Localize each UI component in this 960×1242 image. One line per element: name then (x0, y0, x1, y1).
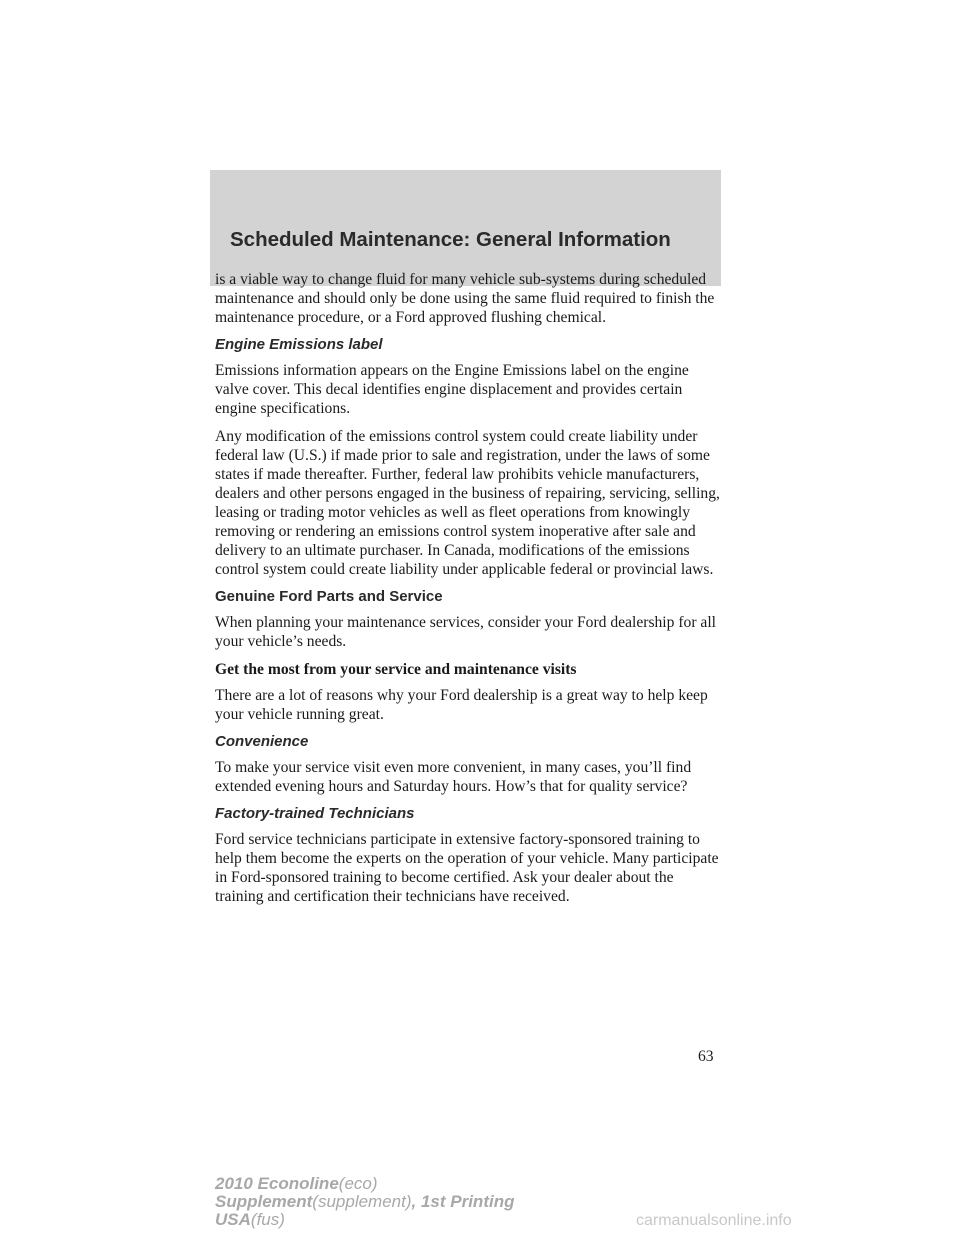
heading-factory-trained-technicians: Factory-trained Technicians (215, 804, 415, 822)
page-number: 63 (698, 1048, 714, 1065)
footer-market-code: (fus) (250, 1210, 285, 1229)
paragraph-emissions-modification: Any modification of the emissions control system could create liability under federal law (U.S.) if made prior to sale and registration, under the laws of some states if made thereafter. Further, federal law prohibits vehicle manufacturers, dealers and other persons engaged in the business of repairing, servicing, selling, leasing or trading motor vehicles as well as fleet operations from knowingly removing or rendering an emissions control system inoperative after sale and delivery to an ultimate purchaser. In Canada, modifications of the emissions control system could create liability under applicable federal or provincial laws. (215, 427, 720, 579)
page-title: Scheduled Maintenance: General Information (230, 228, 671, 251)
footer-edition-info (215, 1175, 514, 1229)
footer-supplement-code: (supplement) (312, 1192, 412, 1211)
footer-model: 2010 Econoline (215, 1174, 339, 1193)
paragraph-emissions-info: Emissions information appears on the Engine Emissions label on the engine valve cover. This decal identifies engine displacement and provides certain engine specifications. (215, 362, 689, 418)
paragraph-planning-services: When planning your maintenance services, consider your Ford dealership for all your vehicle’s needs. (215, 614, 717, 651)
paragraph-technicians: Ford service technicians participate in extensive factory-sponsored training to help them become the experts on the operation of your vehicle. Many participate in Ford-sponsored training to become certified. Ask your dealer about the training and certification their technicians have received. (215, 830, 719, 906)
paragraph-flushing: is a viable way to change fluid for many vehicle sub-systems during scheduled maintenance and should only be done using the same fluid required to finish the maintenance procedure, or a Ford approved flushing chemical. (215, 271, 715, 327)
footer-line-1 (215, 1175, 514, 1193)
heading-convenience: Convenience (215, 732, 309, 750)
footer-supplement: Supplement (215, 1192, 313, 1211)
paragraph-reasons: There are a lot of reasons why your Ford dealership is a great way to help keep your vehicle running great. (215, 686, 708, 723)
footer-model-code: (eco) (338, 1174, 378, 1193)
footer-market: USA (215, 1210, 251, 1229)
footer-line-2 (215, 1193, 514, 1211)
watermark-link[interactable]: carmanualsonline.info (636, 1212, 792, 1229)
main-content (215, 270, 725, 914)
heading-engine-emissions-label: Engine Emissions label (215, 336, 383, 354)
footer-printing: , 1st Printing (411, 1192, 515, 1211)
heading-get-the-most: Get the most from your service and maintenance visits (215, 660, 577, 678)
footer-line-3 (215, 1211, 514, 1229)
heading-genuine-ford-parts: Genuine Ford Parts and Service (215, 588, 443, 606)
paragraph-convenience: To make your service visit even more convenient, in many cases, you’ll find extended evening hours and Saturday hours. How’s that for quality service? (215, 758, 692, 795)
